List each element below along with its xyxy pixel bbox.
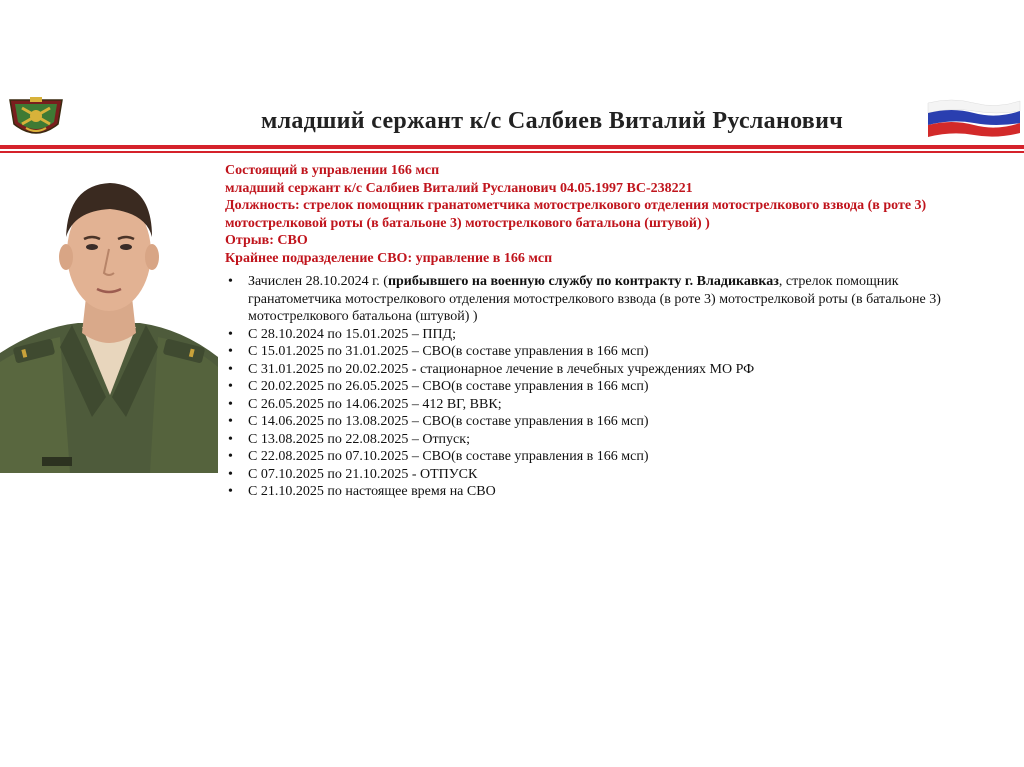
item-text: С 20.02.2025 по 26.05.2025 – СВО(в составе управления в 166 мсп) [248,379,649,394]
bullet: • [228,344,233,359]
list-item [228,466,1008,484]
unit-line: Состоящий в управлении 166 мсп [225,163,440,178]
last-unit-line: Крайнее подразделение СВО: управление в 166 мсп [225,250,553,266]
russian-flag-icon [926,97,1022,139]
item-text: С 21.10.2025 по настоящее время на СВО [248,484,496,499]
page-title: младший сержант к/с Салбиев Виталий Русланович [260,108,844,134]
bullet: • [228,326,233,342]
list-item [228,361,1008,379]
item-text: С 07.10.2025 по 21.10.2025 - ОТПУСК [248,466,478,482]
list-item [228,413,1008,431]
list-item [228,343,1008,361]
divider-line-thin [0,151,1024,153]
item-text: С 14.06.2025 по 13.08.2025 – СВО(в составе управления в 166 мсп) [248,414,649,429]
service-history-list [228,273,1008,501]
list-item [228,326,1008,344]
name-line: младший сержант к/с Салбиев Виталий Русланович 04.05.1997 ВС-238221 [225,180,693,196]
list-item [228,378,1008,396]
bullet: • [228,396,233,412]
list-item [228,483,1008,501]
list-item [228,273,1008,326]
item-text: С 15.01.2025 по 31.01.2025 – СВО(в составе управления в 166 мсп) [248,344,649,359]
bullet: • [228,431,233,447]
position-line-1: Должность: стрелок помощник гранатометчика мотострелкового отделения мотострелкового взвода (в роте 3) [225,198,927,213]
bullet: • [228,484,233,499]
portrait-photo [0,157,218,473]
bullet: • [228,466,233,482]
position-line-2: мотострелковой роты (в батальоне 3) мотострелкового батальона (штувой) ) [225,215,710,231]
list-item [228,431,1008,449]
bullet: • [228,449,233,464]
detachment-line: Отрыв: СВО [225,233,308,248]
enlist-rest: , стрелок помощник [778,274,899,289]
item-text: С 26.05.2025 по 14.06.2025 – 412 ВГ, ВВК; [248,396,502,412]
item-text: С 31.01.2025 по 20.02.2025 - стационарное лечение в лечебных учреждениях МО РФ [248,361,755,377]
enlist-lead: Зачислен 28.10.2024 г. ( [248,274,388,289]
enlist-bold: прибывшего на военную службу по контракту г. Владикавказ [387,274,779,289]
enlist-line-3: мотострелкового батальона (штувой) ) [248,309,478,324]
bullet: • [228,361,233,377]
list-item [228,448,1008,466]
bullet: • [228,414,233,429]
enlist-line-2: гранатометчика мотострелкового отделения мотострелкового взвода (в роте 3) мотострелковой роты (в батальоне 3) [248,291,941,307]
list-item [228,396,1008,414]
bullet: • [228,379,233,394]
divider-line-thick [0,145,1024,149]
bullet: • [228,274,233,289]
item-text: С 22.08.2025 по 07.10.2025 – СВО(в составе управления в 166 мсп) [248,449,649,464]
header-block [225,162,1005,267]
item-text: С 13.08.2025 по 22.08.2025 – Отпуск; [248,431,470,447]
item-text: С 28.10.2024 по 15.01.2025 – ППД; [248,326,456,342]
